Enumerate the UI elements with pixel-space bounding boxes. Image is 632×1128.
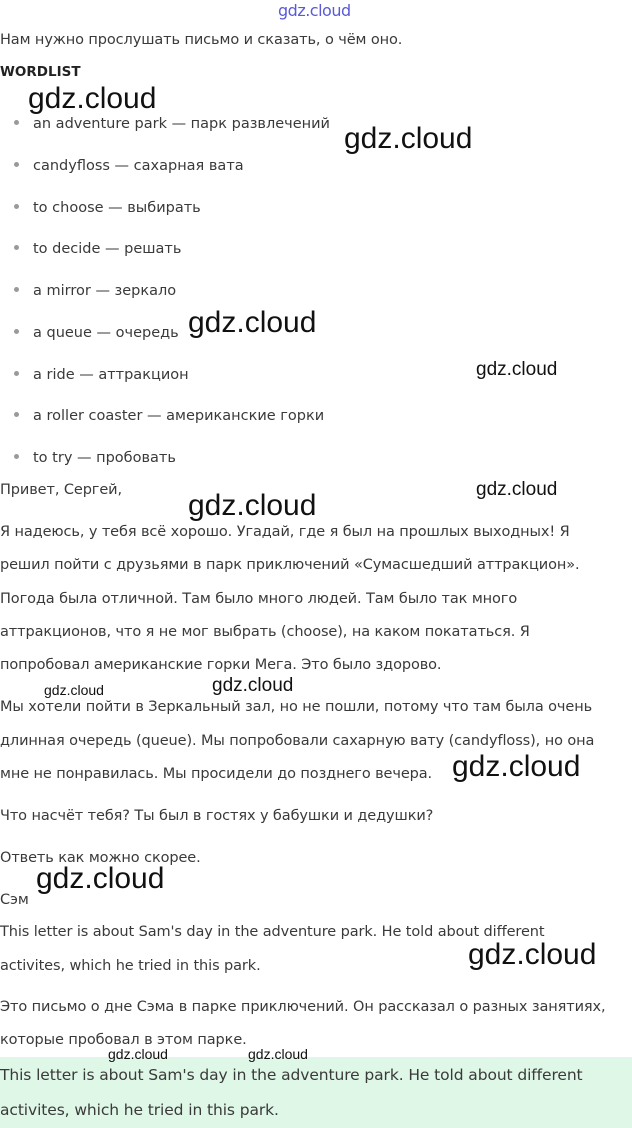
watermark: gdz.cloud [188, 489, 317, 522]
watermark: gdz.cloud [476, 479, 558, 500]
list-item: candyfloss — сахарная вата [14, 158, 244, 174]
list-item: a queue — очередь [14, 325, 179, 341]
watermark: gdz.cloud [212, 675, 294, 696]
intro-text: Нам нужно прослушать письмо и сказать, о чём оно. [0, 32, 403, 48]
bullet-icon [14, 412, 19, 417]
bullet-icon [14, 287, 19, 292]
final-answer-line: activites, which he tried in this park. [0, 1101, 279, 1119]
letter-line: Погода была отличной. Там было много людей. Там было так много [0, 591, 518, 607]
answer-ru-line: Это письмо о дне Сэма в парке приключений. Он рассказал о разных занятиях, [0, 999, 606, 1015]
watermark: gdz.cloud [476, 359, 558, 380]
list-item: a roller coaster — американские горки [14, 408, 324, 424]
watermark: gdz.cloud [44, 682, 104, 698]
letter-greeting: Привет, Сергей, [0, 482, 122, 498]
watermark: gdz.cloud [248, 1046, 308, 1062]
letter-line: Мы хотели пойти в Зеркальный зал, но не пошли, потому что там была очень [0, 699, 593, 715]
list-item: an adventure park — парк развлечений [14, 116, 330, 132]
bullet-icon [14, 162, 19, 167]
list-item: a mirror — зеркало [14, 283, 176, 299]
list-item: to try — пробовать [14, 450, 176, 466]
watermark: gdz.cloud [452, 750, 581, 783]
watermark: gdz.cloud [344, 122, 473, 155]
bullet-icon [14, 245, 19, 250]
letter-line: мне не понравилась. Мы просидели до позднего вечера. [0, 766, 433, 782]
watermark: gdz.cloud [36, 862, 165, 895]
watermark: gdz.cloud [468, 938, 597, 971]
answer-en-line: This letter is about Sam's day in the adventure park. He told about different [0, 924, 545, 940]
letter-line: длинная очередь (queue). Мы попробовали сахарную вату (candyfloss), но она [0, 733, 595, 749]
letter-line: аттракционов, что я не мог выбрать (choose), на каком покататься. Я [0, 624, 530, 640]
letter-line: решил пойти с друзьями в парк приключений «Сумасшедший аттракцион». [0, 557, 580, 573]
bullet-icon [14, 329, 19, 334]
bullet-icon [14, 204, 19, 209]
wordlist-heading: WORDLIST [0, 64, 81, 80]
letter-question: Что насчёт тебя? Ты был в гостях у бабушки и дедушки? [0, 808, 434, 824]
list-item: to decide — решать [14, 241, 181, 257]
bullet-icon [14, 371, 19, 376]
final-answer-line: This letter is about Sam's day in the adventure park. He told about different [0, 1066, 583, 1084]
watermark: gdz.cloud [28, 82, 157, 115]
list-item: to choose — выбирать [14, 200, 201, 216]
watermark: gdz.cloud [108, 1046, 168, 1062]
letter-signature: Сэм [0, 892, 29, 908]
letter-line: попробовал американские горки Мега. Это было здорово. [0, 657, 442, 673]
letter-line: Я надеюсь, у тебя всё хорошо. Угадай, где я был на прошлых выходных! Я [0, 524, 570, 540]
answer-ru-line: которые пробовал в этом парке. [0, 1032, 247, 1048]
answer-en-line: activites, which he tried in this park. [0, 958, 261, 974]
watermark: gdz.cloud [188, 306, 317, 339]
bullet-icon [14, 454, 19, 459]
header-watermark: gdz.cloud [278, 1, 351, 20]
list-item: a ride — аттракцион [14, 367, 189, 383]
bullet-icon [14, 120, 19, 125]
letter-closing: Ответь как можно скорее. [0, 850, 201, 866]
